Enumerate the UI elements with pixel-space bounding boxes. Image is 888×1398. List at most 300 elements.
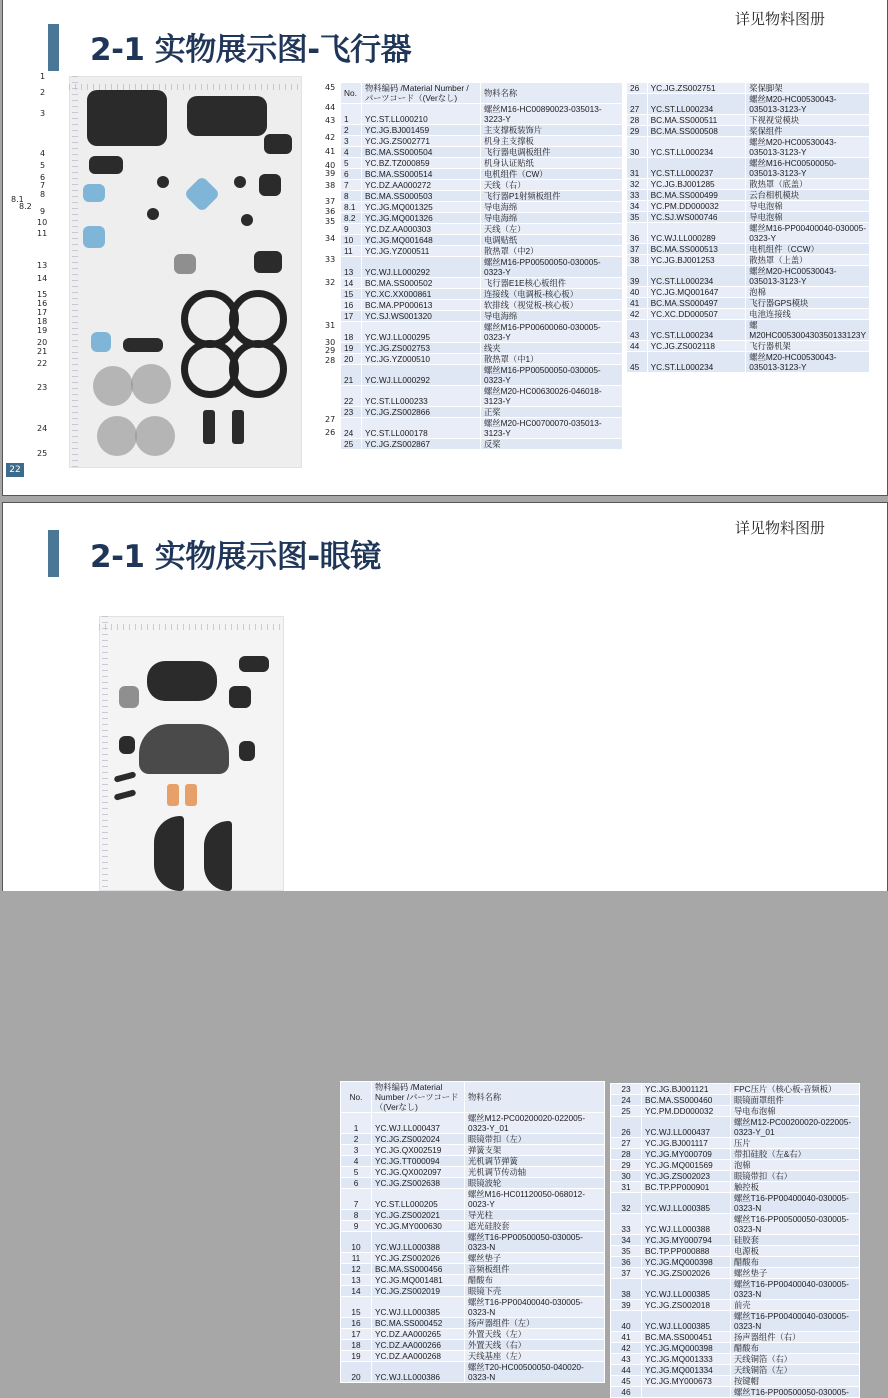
material-code: YC.JG.BJ001285	[647, 179, 746, 190]
table-row	[627, 137, 870, 158]
callout-label: 37	[325, 197, 336, 206]
material-code: YC.ST.LL000234	[647, 137, 746, 158]
goggles-parts-photo	[99, 616, 284, 891]
row-number: 23	[611, 1084, 642, 1095]
material-code: YC.JG.MQ000398	[642, 1257, 731, 1268]
table-row	[611, 1387, 860, 1398]
callout-label: 2	[40, 88, 46, 97]
bom-table-goggles-left	[340, 1081, 605, 1383]
material-code: YC.JG.ZS002638	[372, 1178, 465, 1189]
motor	[157, 176, 169, 188]
material-code: YC.JG.ZS002118	[647, 341, 746, 352]
table-row	[627, 255, 870, 266]
callout-label: 18	[37, 317, 48, 326]
ruler	[72, 76, 78, 468]
material-name: 螺丝M16-PP00500050-030005-0323-Y	[481, 365, 623, 386]
material-name: 机身认证贴纸	[481, 158, 623, 169]
material-name: 遮光硅胶套	[465, 1221, 605, 1232]
callout-label: 40	[325, 161, 336, 170]
header-material-number: 物料编码 /Material Number /パーツコード（(Verなし)	[372, 1082, 465, 1113]
row-number: 22	[341, 386, 362, 407]
callout-label: 14	[37, 274, 48, 283]
material-code: YC.JG.ZS002751	[647, 83, 746, 94]
material-code: YC.JG.ZS002026	[642, 1268, 731, 1279]
material-code: BC.TP.PP000901	[642, 1182, 731, 1193]
table-row	[341, 289, 623, 300]
propeller	[135, 416, 175, 456]
callout-label: 39	[325, 169, 336, 178]
material-name: 眼镜带扣（左）	[465, 1134, 605, 1145]
row-number: 43	[611, 1354, 642, 1365]
power-board	[229, 686, 251, 708]
row-number: 25	[611, 1106, 642, 1117]
material-code: YC.BZ.TZ000859	[362, 158, 481, 169]
propeller	[131, 364, 171, 404]
material-code: YC.DZ.AA000268	[372, 1351, 465, 1362]
front-shell	[204, 821, 232, 891]
row-number: 6	[341, 169, 362, 180]
table-row	[611, 1365, 860, 1376]
callout-label: 16	[37, 299, 48, 308]
material-name: 飞行器GPS模块	[746, 298, 870, 309]
document-page-goggles	[2, 502, 888, 1397]
material-name: 导电泡棉	[746, 212, 870, 223]
material-name: 螺丝T16-PP00500050-030005-0323-N	[465, 1232, 605, 1253]
propeller	[93, 366, 133, 406]
material-name: FPC压片（核心板-音频板）	[731, 1084, 860, 1095]
frame-main-plate	[87, 90, 167, 146]
aircraft-parts-photo	[69, 76, 302, 468]
material-code: YC.PM.DD000032	[642, 1106, 731, 1117]
material-name: 扬声器组件（右）	[731, 1332, 860, 1343]
material-name: 螺丝M20-HC00530043-035013-3123-Y	[746, 266, 870, 287]
table-row	[341, 386, 623, 407]
table-row	[341, 322, 623, 343]
callout-label: 42	[325, 133, 336, 142]
antenna-copper-foil	[185, 784, 197, 806]
callout-label: 1	[40, 72, 46, 81]
material-code: YC.JG.MY000794	[642, 1235, 731, 1246]
material-code: YC.JG.MQ001569	[642, 1160, 731, 1171]
bom-table-goggles-right	[610, 1083, 860, 1398]
table-row	[611, 1182, 860, 1193]
callout-label: 25	[37, 449, 48, 458]
material-name: 泡棉	[746, 287, 870, 298]
table-row	[627, 83, 870, 94]
material-name: 带扣硅胶（左&右）	[731, 1149, 860, 1160]
material-code: BC.MA.SS000460	[642, 1095, 731, 1106]
table-row	[627, 298, 870, 309]
vision-module	[123, 338, 163, 352]
material-code: YC.ST.LL000234	[647, 320, 746, 341]
table-row	[627, 244, 870, 255]
row-number: 16	[341, 1318, 372, 1329]
material-name: 螺丝T16-PP00500050-030005-	[731, 1387, 860, 1398]
material-code: YC.ST.LL000234	[647, 94, 746, 115]
material-name: 桨保脚架	[746, 83, 870, 94]
table-row	[341, 1297, 605, 1318]
material-name: 软排线（视觉板-核心板）	[481, 300, 623, 311]
material-name: 眼镜下壳	[465, 1286, 605, 1297]
material-name: 线夹	[481, 343, 623, 354]
row-number: 24	[341, 418, 362, 439]
material-name: 音频板组件	[465, 1264, 605, 1275]
row-number: 37	[627, 244, 648, 255]
material-name: 飞行器机架	[746, 341, 870, 352]
row-number: 11	[341, 246, 362, 257]
table-row	[611, 1149, 860, 1160]
antenna-copper-foil	[167, 784, 179, 806]
table-row	[611, 1343, 860, 1354]
row-number: 31	[611, 1182, 642, 1193]
page-title: 2-1 实物展示图-眼镜	[90, 539, 381, 575]
callout-label: 30	[325, 338, 336, 347]
row-number: 20	[341, 1362, 372, 1383]
external-antenna	[114, 789, 137, 800]
table-body	[341, 104, 623, 450]
material-code: YC.JG.BJ001253	[647, 255, 746, 266]
callout-label: 28	[325, 356, 336, 365]
gimbal-camera	[254, 251, 282, 273]
document-page-aircraft	[2, 0, 888, 496]
material-name: 螺丝T16-PP00500050-030005-0323-N	[731, 1214, 860, 1235]
material-code: YC.DZ.AA000272	[362, 180, 481, 191]
row-number: 33	[611, 1214, 642, 1235]
row-number: 8.1	[341, 202, 362, 213]
material-code: YC.SJ.WS001320	[362, 311, 481, 322]
header-material-number: 物料编码 /Material Number /パーツコード（(Verなし)	[362, 83, 481, 104]
row-number: 29	[627, 126, 648, 137]
material-name: 螺丝垫子	[465, 1253, 605, 1264]
core-board	[83, 226, 105, 248]
material-name: 螺丝M16-HC00500050-035013-3123-Y	[746, 158, 870, 179]
material-code: YC.WJ.LL000437	[642, 1117, 731, 1138]
material-code: YC.PM.DD000032	[647, 201, 746, 212]
material-name: 醋酸布	[465, 1275, 605, 1286]
table-row	[341, 169, 623, 180]
callout-label: 17	[37, 308, 48, 317]
row-number: 9	[341, 1221, 372, 1232]
row-number: 18	[341, 1340, 372, 1351]
material-code: YC.WJ.LL000385	[642, 1279, 731, 1300]
table-row	[341, 1340, 605, 1351]
material-code: YC.ST.LL000234	[647, 266, 746, 287]
material-code: YC.WJ.LL000289	[647, 223, 746, 244]
row-number: 30	[611, 1171, 642, 1182]
material-name: 螺丝M20-HC00530043-035013-3123-Y	[746, 94, 870, 115]
row-number: 2	[341, 1134, 372, 1145]
material-code: YC.SJ.WS000746	[647, 212, 746, 223]
goggles-face-mask	[139, 724, 229, 774]
row-number: 1	[341, 104, 362, 125]
row-number: 30	[627, 137, 648, 158]
table-row	[341, 1329, 605, 1340]
callout-label: 10	[37, 218, 48, 227]
callout-label: 38	[325, 181, 336, 190]
callout-label: 36	[325, 207, 336, 216]
material-name: 云台相机模块	[746, 190, 870, 201]
row-number: 42	[627, 309, 648, 320]
material-name: 螺丝T16-PP00400040-030005-0323-N	[465, 1297, 605, 1318]
material-code: YC.WJ.LL000385	[372, 1297, 465, 1318]
material-code: BC.MA.SS000503	[362, 191, 481, 202]
header-material-name: 物料名称	[481, 83, 623, 104]
table-row	[341, 1286, 605, 1297]
row-number: 17	[341, 1329, 372, 1340]
heat-cover-mid	[91, 332, 111, 352]
table-row	[627, 309, 870, 320]
table-body	[611, 1084, 860, 1398]
material-code: YC.JG.MQ001326	[362, 213, 481, 224]
material-code: YC.JG.MQ001647	[647, 287, 746, 298]
table-row	[341, 104, 623, 125]
row-number: 45	[611, 1376, 642, 1387]
table-row	[341, 125, 623, 136]
row-number: 21	[341, 365, 362, 386]
table-row	[341, 257, 623, 278]
table-row	[627, 158, 870, 179]
table-row	[341, 300, 623, 311]
material-code: YC.JG.ZS002024	[372, 1134, 465, 1145]
material-name: 导电布泡棉	[731, 1106, 860, 1117]
material-code: BC.MA.SS000499	[647, 190, 746, 201]
material-name: 主支撑板装饰片	[481, 125, 623, 136]
table-row	[341, 365, 623, 386]
material-code: YC.WJ.LL000292	[362, 365, 481, 386]
row-number: 17	[341, 311, 362, 322]
material-code: YC.ST.LL000237	[647, 158, 746, 179]
material-code: YC.JG.ZS002867	[362, 439, 481, 450]
material-name: 螺丝T16-PP00400040-030005-0323-N	[731, 1311, 860, 1332]
row-number: 4	[341, 1156, 372, 1167]
material-code: YC.JG.BJ001117	[642, 1138, 731, 1149]
material-code: YC.WJ.LL000388	[642, 1214, 731, 1235]
table-row	[627, 126, 870, 137]
material-name: 导电泡棉	[746, 201, 870, 212]
callout-label: 9	[40, 207, 46, 216]
table-row	[341, 1253, 605, 1264]
audio-board	[119, 686, 139, 708]
material-name: 螺丝M16-PP00600060-030005-0323-Y	[481, 322, 623, 343]
material-code: YC.WJ.LL000292	[362, 257, 481, 278]
page-number: 22	[6, 463, 24, 477]
material-name: 螺丝M20-HC00700070-035013-3123-Y	[481, 418, 623, 439]
callout-label: 24	[37, 424, 48, 433]
callout-label: 22	[37, 359, 48, 368]
esc-board	[184, 176, 221, 213]
goggles-lower-shell	[147, 661, 217, 701]
row-number: 40	[627, 287, 648, 298]
guard-leg	[203, 410, 215, 444]
material-code: BC.TP.PP000888	[642, 1246, 731, 1257]
table-row	[341, 191, 623, 202]
material-code: YC.JG.MY000709	[642, 1149, 731, 1160]
row-number: 3	[341, 1145, 372, 1156]
material-code: BC.MA.SS000511	[647, 115, 746, 126]
material-name: 散热罩（中2）	[481, 246, 623, 257]
row-number: 38	[627, 255, 648, 266]
front-shell	[154, 816, 184, 891]
material-name: 螺丝M16-HC00890023-035013-3223-Y	[481, 104, 623, 125]
row-number: 34	[611, 1235, 642, 1246]
table-row	[627, 115, 870, 126]
header-material-name: 物料名称	[465, 1082, 605, 1113]
table-row	[611, 1214, 860, 1235]
callout-label: 44	[325, 103, 336, 112]
table-row	[341, 224, 623, 235]
page-title: 2-1 实物展示图-飞行器	[90, 32, 412, 68]
table-row	[341, 1362, 605, 1383]
callout-label: 13	[37, 261, 48, 270]
material-code: YC.WJ.LL000388	[372, 1232, 465, 1253]
material-code: YC.JG.ZS002753	[362, 343, 481, 354]
row-number: 7	[341, 1189, 372, 1210]
material-name: 外置天线（左）	[465, 1329, 605, 1340]
table-row	[611, 1246, 860, 1257]
material-code: YC.JG.MY000630	[372, 1221, 465, 1232]
row-number: 34	[627, 201, 648, 212]
heat-cover-bottom	[174, 254, 196, 274]
material-name: 反桨	[481, 439, 623, 450]
table-row	[627, 266, 870, 287]
table-row	[627, 352, 870, 373]
material-code: BC.MA.SS000497	[647, 298, 746, 309]
material-code: YC.JG.MQ001648	[362, 235, 481, 246]
material-code: YC.JG.ZS002018	[642, 1300, 731, 1311]
table-row	[341, 418, 623, 439]
see-catalog-note: 详见物料图册	[734, 10, 825, 28]
callout-label: 34	[325, 234, 336, 243]
callout-label: 33	[325, 255, 336, 264]
callout-label: 6	[40, 173, 46, 182]
material-code: YC.JG.BJ001459	[362, 125, 481, 136]
row-number: 28	[627, 115, 648, 126]
material-code: BC.MA.SS000451	[642, 1332, 731, 1343]
material-name: 扬声器组件（左）	[465, 1318, 605, 1329]
table-header-row	[341, 83, 623, 104]
table-row	[611, 1171, 860, 1182]
callout-label: 19	[37, 326, 48, 335]
see-catalog-note: 详见物料图册	[734, 519, 825, 537]
table-row	[611, 1095, 860, 1106]
row-number: 37	[611, 1268, 642, 1279]
material-name: 天线（右）	[481, 180, 623, 191]
row-number: 1	[341, 1113, 372, 1134]
table-row	[611, 1193, 860, 1214]
external-antenna	[114, 771, 137, 782]
row-number: 15	[341, 1297, 372, 1318]
table-row	[627, 287, 870, 298]
prop-guard-ring	[229, 340, 287, 398]
material-code: YC.ST.LL000233	[362, 386, 481, 407]
motor	[147, 208, 159, 220]
row-number: 46	[611, 1387, 642, 1398]
table-row	[341, 1167, 605, 1178]
material-name: 螺丝T16-PP00400040-030005-0323-N	[731, 1193, 860, 1214]
table-body	[341, 1113, 605, 1383]
table-row	[627, 190, 870, 201]
row-number: 27	[627, 94, 648, 115]
row-number: 25	[341, 439, 362, 450]
row-number: 15	[341, 289, 362, 300]
material-name: 外置天线（右）	[465, 1340, 605, 1351]
row-number: 7	[341, 180, 362, 191]
callout-label: 45	[325, 83, 336, 92]
table-row	[611, 1106, 860, 1117]
row-number: 14	[341, 1286, 372, 1297]
row-number: 36	[627, 223, 648, 244]
material-code: YC.JG.MY000673	[642, 1376, 731, 1387]
row-number: 41	[627, 298, 648, 309]
table-row	[627, 320, 870, 341]
material-name: 压片	[731, 1138, 860, 1149]
material-name: 电调贴纸	[481, 235, 623, 246]
table-row	[341, 439, 623, 450]
header-no: No.	[341, 1082, 372, 1113]
bom-table-aircraft-right	[626, 82, 870, 373]
row-number: 18	[341, 322, 362, 343]
material-code: YC.JG.YZ000510	[362, 354, 481, 365]
title-accent-bar	[48, 24, 59, 71]
row-number: 16	[341, 300, 362, 311]
row-number: 6	[341, 1178, 372, 1189]
row-number: 8.2	[341, 213, 362, 224]
material-code: YC.JG.BJ001121	[642, 1084, 731, 1095]
callout-label: 3	[40, 109, 46, 118]
material-code: BC.MA.PP000613	[362, 300, 481, 311]
motor	[241, 214, 253, 226]
material-code: YC.DZ.AA000303	[362, 224, 481, 235]
table-row	[341, 1264, 605, 1275]
material-name: 眼镜带扣（右）	[731, 1171, 860, 1182]
rf-board	[83, 184, 105, 202]
material-name: 弹簧支架	[465, 1145, 605, 1156]
table-row	[341, 1145, 605, 1156]
table-row	[341, 278, 623, 289]
row-number: 41	[611, 1332, 642, 1343]
callout-label: 26	[325, 428, 336, 437]
table-row	[341, 343, 623, 354]
table-row	[341, 158, 623, 169]
material-code: YC.JG.ZS002019	[372, 1286, 465, 1297]
table-row	[341, 1221, 605, 1232]
row-number: 11	[341, 1253, 372, 1264]
material-name: 螺丝M12-PC00200020-022005-0323-Y_01	[731, 1117, 860, 1138]
material-code: YC.JG.MQ001334	[642, 1365, 731, 1376]
callout-label: 23	[37, 383, 48, 392]
material-code: YC.WJ.LL000295	[362, 322, 481, 343]
table-row	[341, 1189, 605, 1210]
row-number: 19	[341, 343, 362, 354]
row-number: 32	[627, 179, 648, 190]
table-row	[611, 1354, 860, 1365]
heat-cover	[259, 174, 281, 196]
material-name: 机身主支撑板	[481, 136, 623, 147]
callout-label: 15	[37, 290, 48, 299]
material-code: BC.MA.SS000502	[362, 278, 481, 289]
row-number: 9	[341, 224, 362, 235]
material-name: 正桨	[481, 407, 623, 418]
material-name: 导光柱	[465, 1210, 605, 1221]
material-code: BC.MA.SS000508	[647, 126, 746, 137]
table-row	[627, 223, 870, 244]
row-number: 20	[341, 354, 362, 365]
callout-label: 8.2	[19, 202, 32, 211]
material-code: YC.DZ.AA000266	[372, 1340, 465, 1351]
callout-label: 31	[325, 321, 336, 330]
material-code: BC.MA.SS000513	[647, 244, 746, 255]
row-number: 12	[341, 1264, 372, 1275]
